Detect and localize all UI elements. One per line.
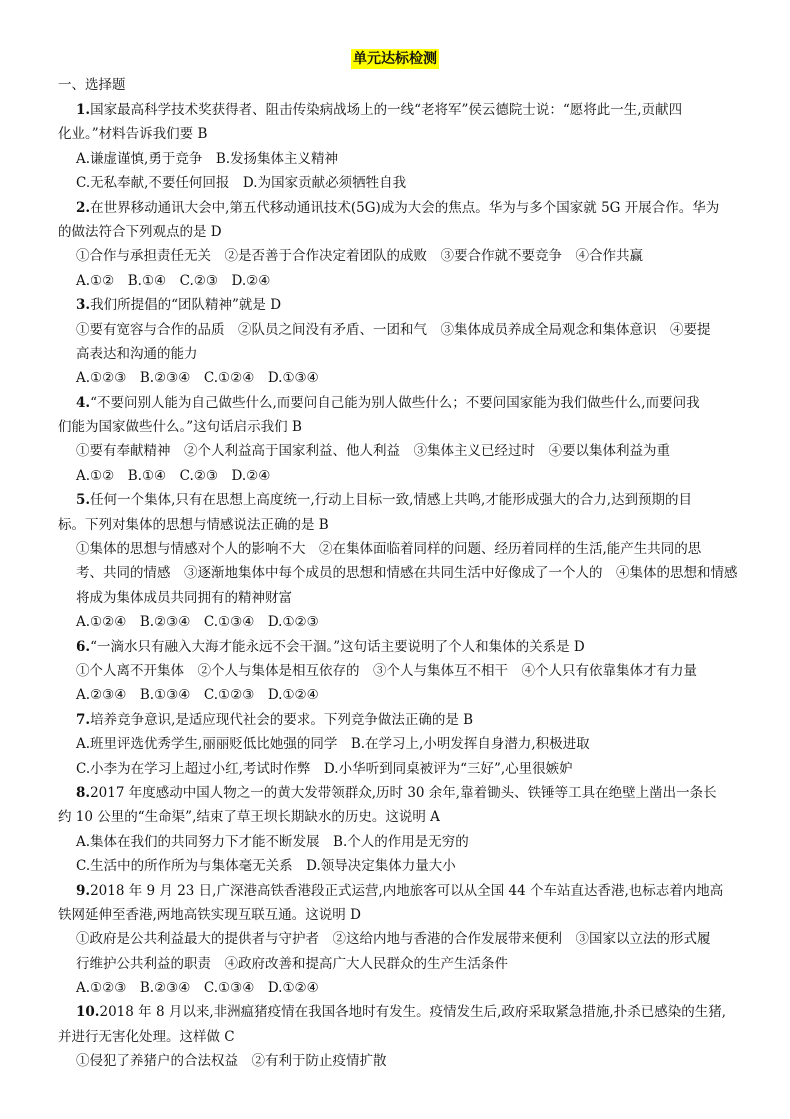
question-stem-line <box>58 781 764 805</box>
title-row <box>0 48 790 69</box>
section-heading: 一、选择题 <box>58 77 126 93</box>
question-stem-line <box>58 98 764 122</box>
question-option-line: A.班里评选优秀学生,丽丽贬低比她强的同学 B.在学习上,小明发挥自身潜力,积极进取 <box>76 736 590 753</box>
question-5 <box>58 488 764 634</box>
question-2 <box>58 196 764 294</box>
question-stem-text: 2018 年 8 月以来,非洲瘟猪疫情在我国各地时有发生。疫情发生后,政府采取紧急措施,扑杀已感染的生猪, <box>99 1004 726 1021</box>
document-title: 单元达标检测 <box>353 51 437 67</box>
question-option-line: 考、共同的情感 ③逐渐地集体中每个成员的思想和情感在共同生活中好像成了一个人的 ④集体的思想和情感 <box>76 565 738 582</box>
question-option-line: A.①② B.①④ C.②③ D.②④ <box>76 272 271 289</box>
question-stem-line <box>58 513 764 537</box>
question-number: 2. <box>76 199 91 216</box>
question-1 <box>58 98 764 196</box>
question-option-line: ①合作与承担责任无关 ②是否善于合作决定着团队的成败 ③要合作就不要竞争 ④合作共赢 <box>76 248 643 265</box>
question-stem-line <box>58 391 764 415</box>
question-stem-line <box>58 196 764 220</box>
question-stem-text: 化业。”材料告诉我们要 B <box>58 126 208 143</box>
question-10 <box>58 1000 764 1073</box>
question-option-line: ①要有宽容与合作的品质 ②队员之间没有矛盾、一团和气 ③集体成员养成全局观念和集体意识 ④要提 <box>76 321 711 338</box>
question-number: 6. <box>76 638 91 655</box>
question-stem-text: 铁网延伸至香港,两地高铁实现互联互通。这说明 D <box>58 906 361 923</box>
question-stem-line <box>58 293 764 317</box>
question-stem-text: 的做法符合下列观点的是 D <box>58 223 222 240</box>
question-number: 3. <box>76 297 91 314</box>
question-option-line: 高表达和沟通的能力 <box>76 345 198 362</box>
question-option-line: A.谦虚谨慎,勇于竞争 B.发扬集体主义精神 <box>76 150 339 167</box>
question-9 <box>58 879 764 1001</box>
question-stem-text: “一滴水只有融入大海才能永远不会干涸。”这句话主要说明了个人和集体的关系是 D <box>90 638 585 655</box>
question-option-line: 将成为集体成员共同拥有的精神财富 <box>76 589 292 606</box>
question-stem-line <box>58 415 764 439</box>
question-stem-line <box>58 903 764 927</box>
question-option-line: ①要有奉献精神 ②个人利益高于国家利益、他人利益 ③集体主义已经过时 ④要以集体利益为重 <box>76 443 670 460</box>
question-option-line: ①侵犯了养猪户的合法权益 ②有利于防止疫情扩散 <box>76 1053 387 1070</box>
question-stem-line <box>58 122 764 146</box>
question-stem-text: 并进行无害化处理。这样做 C <box>58 1028 235 1045</box>
question-option-line: ①政府是公共利益最大的提供者与守护者 ②这给内地与香港的合作发展带来便利 ③国家以立法的形式履 <box>76 931 711 948</box>
question-option-line: C.生活中的所作所为与集体毫无关系 D.领导决定集体力量大小 <box>76 858 456 875</box>
question-stem-line <box>58 488 764 512</box>
question-number: 10. <box>76 1004 100 1021</box>
question-list <box>58 98 764 1074</box>
question-stem-text: 约 10 公里的“生命渠”,结束了草王坝长期缺水的历史。这说明 A <box>58 809 440 826</box>
question-number: 9. <box>76 882 91 899</box>
question-stem-text: 任何一个集体,只有在思想上高度统一,行动上目标一致,情感上共鸣,才能形成强大的合力,达到预期的目 <box>90 492 693 509</box>
question-stem-line <box>58 220 764 244</box>
question-option-line: A.①②③ B.②③④ C.①③④ D.①②④ <box>76 980 319 997</box>
question-stem-text: 国家最高科学技术奖获得者、阻击传染病战场上的一线“老将军”侯云德院士说：“愿将此一生,贡献四 <box>90 102 683 118</box>
question-number: 7. <box>76 711 91 728</box>
question-option-line: A.②③④ B.①③④ C.①②③ D.①②④ <box>76 687 319 704</box>
question-stem-text: “不要问别人能为自己做些什么,而要问自己能为别人做些什么；不要问国家能为我们做些什么,而要问我 <box>90 394 700 411</box>
question-option-line: ①集体的思想与情感对个人的影响不大 ②在集体面临着同样的问题、经历着同样的生活,能产生共同的思 <box>76 541 702 558</box>
question-number: 4. <box>76 394 91 411</box>
question-stem-text: 们能为国家做些什么。”这句话启示我们 B <box>58 419 302 436</box>
question-6 <box>58 635 764 708</box>
question-stem-line <box>58 1025 764 1049</box>
question-stem-text: 我们所提倡的“团队精神”就是 D <box>90 297 282 314</box>
question-stem-text: 培养竞争意识,是适应现代社会的要求。下列竞争做法正确的是 B <box>90 711 474 728</box>
question-number: 8. <box>76 784 91 801</box>
question-option-line: A.①② B.①④ C.②③ D.②④ <box>76 467 271 484</box>
question-number: 1. <box>76 102 91 118</box>
question-3 <box>58 293 764 391</box>
question-stem-line <box>58 635 764 659</box>
question-8 <box>58 781 764 879</box>
question-4 <box>58 391 764 489</box>
question-stem-text: 2017 年度感动中国人物之一的黄大发带领群众,历时 30 余年,靠着锄头、铁锤等工具在绝壁上凿出一条长 <box>90 784 717 801</box>
question-option-line: A.①②③ B.②③④ C.①②④ D.①③④ <box>76 370 319 387</box>
question-option-line: A.集体在我们的共同努力下才能不断发展 B.个人的作用是无穷的 <box>76 833 469 850</box>
question-option-line: A.①②④ B.②③④ C.①③④ D.①②③ <box>76 614 319 631</box>
question-stem-line <box>58 1000 764 1024</box>
question-stem-text: 标。下列对集体的思想与情感说法正确的是 B <box>58 516 329 533</box>
question-number: 5. <box>76 492 91 509</box>
question-stem-line <box>58 805 764 829</box>
question-stem-text: 在世界移动通讯大会中,第五代移动通讯技术(5G)成为大会的焦点。华为与多个国家就 5G 开展合作。华为 <box>90 199 720 216</box>
question-option-line: 行维护公共利益的职责 ④政府改善和提高广大人民群众的生产生活条件 <box>76 955 508 972</box>
question-option-line: ①个人离不开集体 ②个人与集体是相互依存的 ③个人与集体互不相干 ④个人只有依靠集体才有力量 <box>76 662 697 679</box>
question-stem-text: 2018 年 9 月 23 日,广深港高铁香港段正式运营,内地旅客可以从全国 44 个车站直达香港,也标志着内地高 <box>90 882 724 899</box>
question-stem-line <box>58 708 764 732</box>
question-option-line: C.无私奉献,不要任何回报 D.为国家贡献必须牺牲自我 <box>76 175 407 192</box>
question-option-line: C.小李为在学习上超过小红,考试时作弊 D.小华听到同桌被评为“三好”,心里很嫉妒 <box>76 760 573 777</box>
question-stem-line <box>58 879 764 903</box>
question-7 <box>58 708 764 781</box>
